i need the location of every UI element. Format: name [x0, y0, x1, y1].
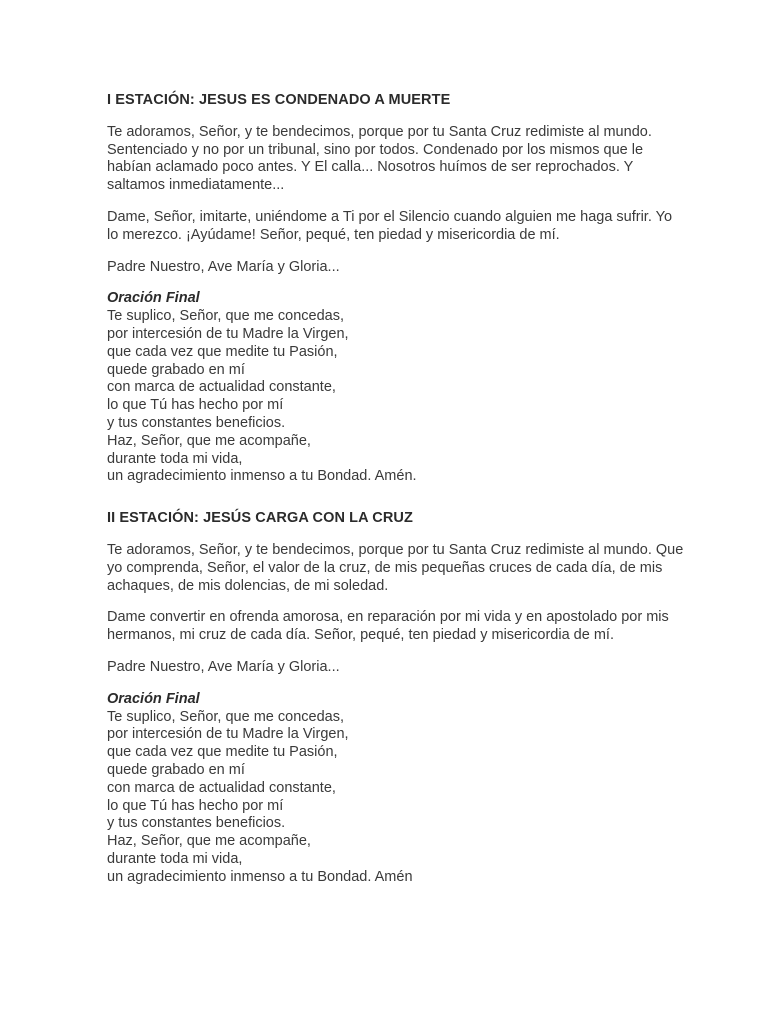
prayer-title: Oración Final	[107, 690, 200, 707]
prayer-line: Te suplico, Señor, que me concedas,	[107, 308, 344, 325]
prayer-line: por intercesión de tu Madre la Virgen,	[107, 325, 349, 342]
station-paragraph: Dame convertir en ofrenda amorosa, en reparación por mi vida y en apostolado por mis hermanos, mi cruz de cada día. Señor, pequé, ten piedad y misericordia de mí.	[107, 609, 669, 644]
prayer-line: por intercesión de tu Madre la Virgen,	[107, 726, 349, 743]
prayer-line: Haz, Señor, que me acompañe,	[107, 833, 311, 850]
final-prayer	[107, 290, 687, 486]
station-paragraph: Te adoramos, Señor, y te bendecimos, porque por tu Santa Cruz redimiste al mundo. Sentenciado y no por un tribunal, sino por todos. Condenado por los mismos que le habían aclamado poco antes. Y El calla... Nosotros huímos de ser reprochados. Y saltamos inmediatamente...	[107, 123, 652, 194]
prayer-line: un agradecimiento inmenso a tu Bondad. Amén.	[107, 468, 417, 485]
prayer-line: quede grabado en mí	[107, 361, 245, 378]
prayer-line: quede grabado en mí	[107, 761, 245, 778]
prayer-line: que cada vez que medite tu Pasión,	[107, 744, 338, 761]
prayer-line: Te suplico, Señor, que me concedas,	[107, 708, 344, 725]
station-heading: II ESTACIÓN: JESÚS CARGA CON LA CRUZ	[107, 510, 413, 527]
prayer-line: Haz, Señor, que me acompañe,	[107, 432, 311, 449]
station-prayer-intro: Padre Nuestro, Ave María y Gloria...	[107, 258, 340, 275]
station-prayer-intro: Padre Nuestro, Ave María y Gloria...	[107, 658, 340, 675]
prayer-line: durante toda mi vida,	[107, 850, 243, 867]
prayer-line: que cada vez que medite tu Pasión,	[107, 343, 338, 360]
station-paragraph: Te adoramos, Señor, y te bendecimos, porque por tu Santa Cruz redimiste al mundo. Que yo comprenda, Señor, el valor de la cruz, de mis pequeñas cruces de cada día, de mis achaques, de mis dolencias, de mi soledad.	[107, 541, 684, 594]
station-paragraph: Dame, Señor, imitarte, uniéndome a Ti por el Silencio cuando alguien me haga sufrir. Yo lo merezco. ¡Ayúdame! Señor, pequé, ten piedad y misericordia de mí.	[107, 208, 673, 243]
station-heading: I ESTACIÓN: JESUS ES CONDENADO A MUERTE	[107, 92, 451, 108]
final-prayer	[107, 691, 687, 887]
prayer-line: con marca de actualidad constante,	[107, 379, 336, 396]
prayer-line: un agradecimiento inmenso a tu Bondad. Amén	[107, 868, 413, 885]
prayer-line: con marca de actualidad constante,	[107, 779, 336, 796]
prayer-line: y tus constantes beneficios.	[107, 815, 286, 832]
prayer-line: y tus constantes beneficios.	[107, 414, 286, 431]
station-1	[107, 92, 687, 486]
prayer-line: lo que Tú has hecho por mí	[107, 397, 284, 414]
prayer-line: durante toda mi vida,	[107, 450, 243, 467]
prayer-title: Oración Final	[107, 290, 200, 307]
station-2	[107, 510, 687, 886]
prayer-line: lo que Tú has hecho por mí	[107, 797, 284, 814]
document-page	[107, 92, 687, 886]
